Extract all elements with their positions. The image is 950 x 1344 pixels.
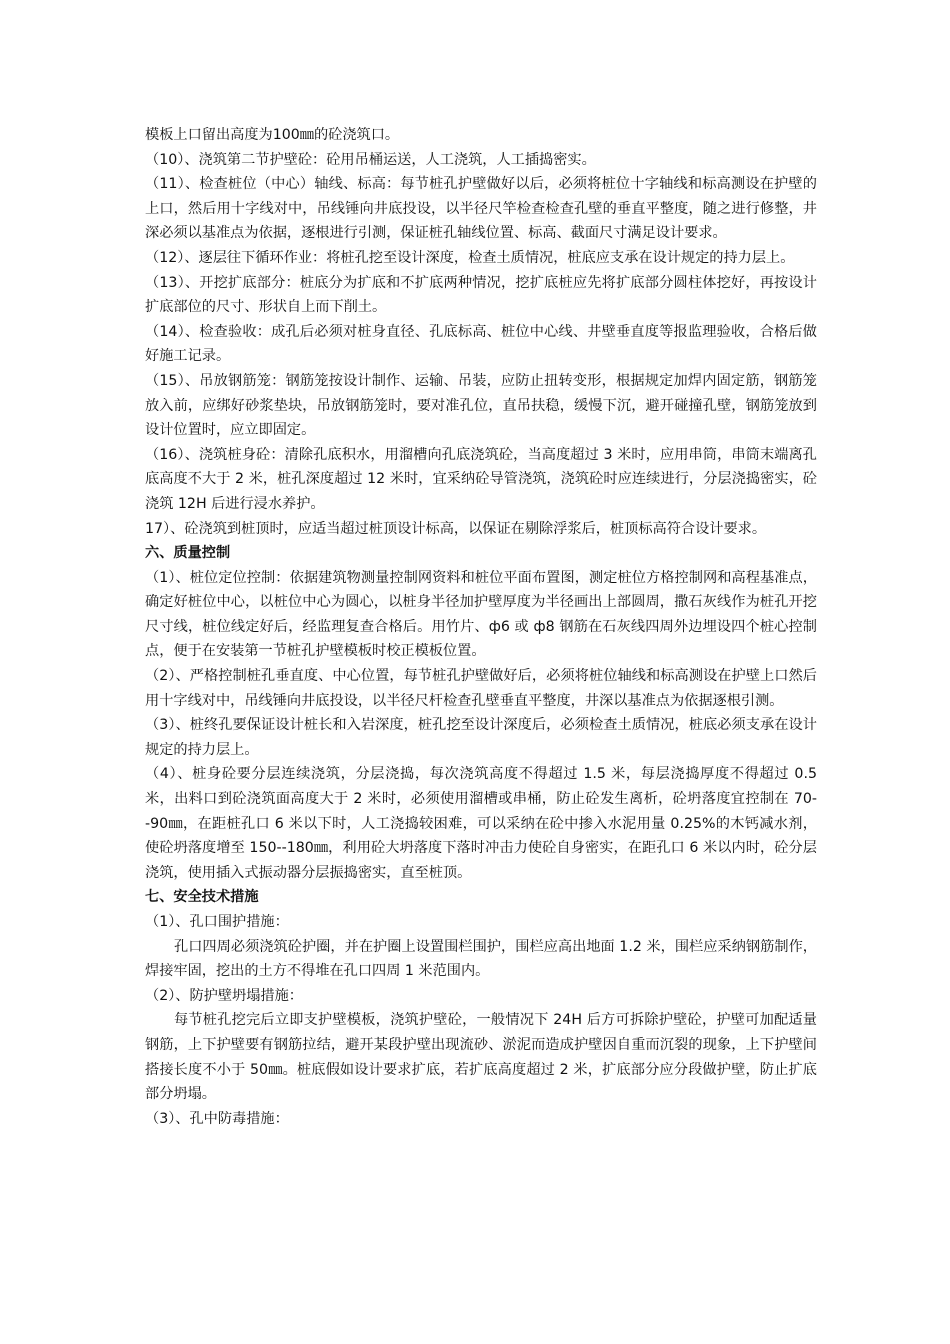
paragraph: （1）、桩位定位控制：依据建筑物测量控制网资料和桩位平面布置图，测定桩位方格控制网和高程基准点，确定好桩位中心，以桩位中心为圆心，以桩身半径加护壁厚度为半径画出上部圆周，撒石灰线作为桩孔开挖尺寸线，桩位线定好后，经监理复查合格后。用竹片、ф6 或 ф8 钢筋在石灰线四周外边埋设四个桩心控制点，便于在安装第一节桩孔护壁模板时校正模板位置。 — [145, 569, 817, 660]
paragraph: （15）、吊放钢筋笼：钢筋笼按设计制作、运输、吊装，应防止扭转变形，根据规定加焊内固定筋，钢筋笼放入前，应绑好砂浆垫块，吊放钢筋笼时，要对准孔位，直吊扶稳，缓慢下沉，避开碰撞孔壁，钢筋笼放到设计位置时，应立即固定。 — [145, 372, 817, 439]
section-heading: 七、安全技术措施 — [145, 889, 259, 906]
document-page — [145, 123, 817, 1131]
paragraph: （2）、严格控制桩孔垂直度、中心位置，每节桩孔护壁做好后，必须将桩位轴线和标高测设在护壁上口然后用十字线对中，吊线锤向井底投设，以半径尺杆检查孔壁垂直平整度，井深以基准点为依据逐根引测。 — [145, 668, 817, 709]
paragraph: （14）、检查验收：成孔后必须对桩身直径、孔底标高、桩位中心线、井壁垂直度等报监理验收，合格后做好施工记录。 — [145, 323, 817, 365]
indented-paragraph: 每节桩孔挖完后立即支护壁模板，浇筑护壁砼，一般情况下 24H 后方可拆除护壁砼，护壁可加配适量钢筋，上下护壁要有钢筋拉结，避开某段护壁出现流砂、淤泥而造成护壁因自重而沉裂的现象，上下护壁间搭接长度不小于 50㎜。桩底假如设计要求扩底，若扩底高度超过 2 米，扩底部分应分段做护壁，防止扩底部分坍塌。 — [145, 1012, 817, 1103]
paragraph: （3）、桩终孔要保证设计桩长和入岩深度，桩孔挖至设计深度后，必须检查土质情况，桩底必须支承在设计规定的持力层上。 — [145, 717, 817, 758]
indented-paragraph: 孔口四周必须浇筑砼护圈，并在护圈上设置围栏围护，围栏应高出地面 1.2 米，围栏应采纳钢筋制作，焊接牢固，挖出的土方不得堆在孔口四周 1 米范围内。 — [145, 938, 817, 980]
section-heading: 六、质量控制 — [145, 545, 231, 562]
subsection-title: （3）、孔中防毒措施： — [145, 1110, 289, 1127]
paragraph: （4）、桩身砼要分层连续浇筑，分层浇捣，每次浇筑高度不得超过 1.5 米，每层浇捣厚度不得超过 0.5 米，出料口到砼浇筑面高度大于 2 米时，必须使用溜槽或串桶，防止砼发生离析，砼坍落度宜控制在 70--90㎜，在距桩孔口 6 米以下时，人工浇捣较困难，可以采纳在砼中掺入水泥用量 0.25%的木钙减水剂，使砼坍落度增至 150--180㎜，利用砼大坍落度下落时冲击力使砼自身密实，在距孔口 6 米以内时，砼分层浇筑，使用插入式振动器分层振捣密实，直至桩顶。 — [145, 766, 817, 881]
paragraph: （12）、逐层往下循环作业：将桩孔挖至设计深度，检查土质情况，桩底应支承在设计规定的持力层上。 — [145, 249, 795, 266]
paragraph: （10）、浇筑第二节护壁砼：砼用吊桶运送，人工浇筑，人工插捣密实。 — [145, 151, 596, 168]
paragraph: （11）、检查桩位（中心）轴线、标高：每节桩孔护壁做好以后，必须将桩位十字轴线和标高测设在护壁的上口，然后用十字线对中，吊线锤向井底投设，以半径尺竿检查检查孔壁的垂直平整度，随之进行修整，井深必须以基准点为依据，逐根进行引测，保证桩孔轴线位置、标高、截面尺寸满足设计要求。 — [145, 176, 817, 242]
paragraph: （13）、开挖扩底部分：桩底分为扩底和不扩底两种情况，挖扩底桩应先将扩底部分圆柱体挖好，再按设计扩底部位的尺寸、形状自上而下削土。 — [145, 274, 817, 316]
paragraph: （16）、浇筑桩身砼：清除孔底积水，用溜槽向孔底浇筑砼，当高度超过 3 米时，应用串筒，串筒末端离孔底高度不大于 2 米，桩孔深度超过 12 米时，宜采纳砼导管浇筑，浇筑砼时应连续进行，分层浇捣密实，砼浇筑 12H 后进行浸水养护。 — [145, 446, 817, 512]
subsection-title: （2）、防护壁坍塌措施： — [145, 987, 303, 1004]
paragraph: 模板上口留出高度为100㎜的砼浇筑口。 — [145, 127, 400, 143]
subsection-title: （1）、孔口围护措施： — [145, 914, 289, 930]
paragraph: 17）、砼浇筑到桩顶时，应适当超过桩顶设计标高，以保证在剔除浮浆后，桩顶标高符合设计要求。 — [145, 520, 767, 537]
